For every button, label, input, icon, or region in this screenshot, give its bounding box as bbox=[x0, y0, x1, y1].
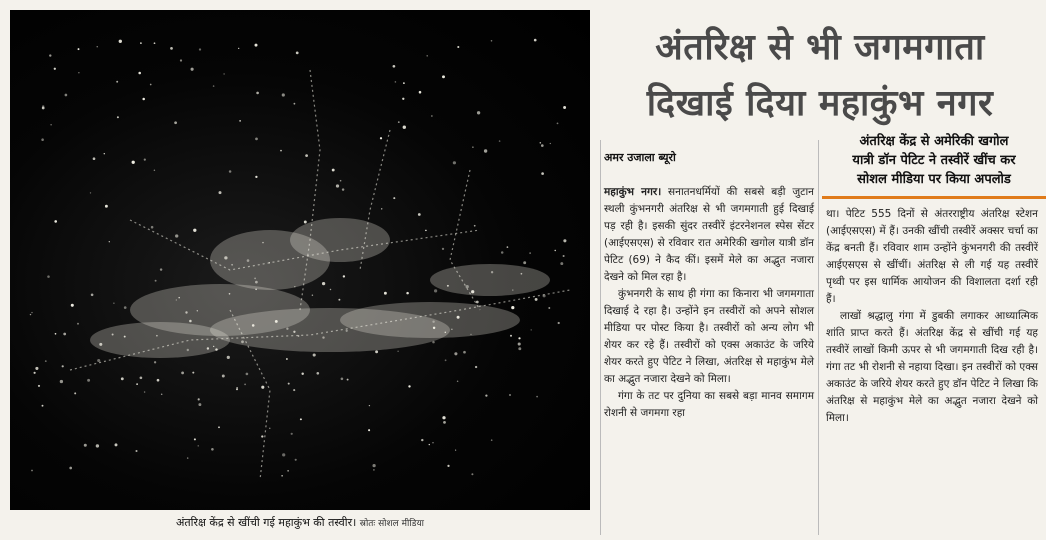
light-dot bbox=[346, 330, 348, 332]
light-dot bbox=[45, 360, 47, 362]
light-dot bbox=[298, 335, 300, 337]
light-dot bbox=[287, 470, 288, 471]
light-dot bbox=[408, 385, 410, 387]
light-dot bbox=[157, 379, 160, 382]
light-dot bbox=[170, 47, 173, 50]
light-dot bbox=[510, 335, 512, 337]
light-dot bbox=[154, 361, 156, 363]
light-dot bbox=[455, 450, 456, 451]
light-dot bbox=[189, 320, 192, 323]
light-dot bbox=[35, 367, 38, 370]
light-dot bbox=[74, 392, 76, 394]
light-dot bbox=[501, 251, 504, 254]
light-dot bbox=[475, 366, 477, 368]
light-dot bbox=[193, 229, 196, 232]
light-dot bbox=[198, 398, 200, 400]
light-dot bbox=[472, 146, 474, 148]
light-dot bbox=[255, 44, 258, 47]
light-dot bbox=[121, 377, 124, 380]
article-paragraph: लाखों श्रद्धालु गंगा में डुबकी लगाकर आध्यात्मिक शांति प्राप्त करते हैं। अंतरिक्ष केंद्र से खींची गई यह तस्वीरें लाखों किमी ऊपर से भी जगमगाती दिख रही है। गंगा तट भी रोशनी से नहाया दिखा। इन तस्वीरों को एक्स अकाउंट के जरिये शेयर करते हुए डॉन पेटिट ने लिखा कि अंतरिक्ष से महाकुंभ मेले का अद्भुत नजारा देखने को मिला। bbox=[826, 310, 1038, 424]
light-dot bbox=[223, 73, 224, 74]
light-dot bbox=[140, 42, 142, 44]
light-dot bbox=[174, 121, 177, 124]
light-dot bbox=[71, 304, 74, 307]
light-dot bbox=[541, 172, 544, 175]
light-dot bbox=[91, 293, 94, 296]
light-dot bbox=[281, 475, 283, 477]
subhead-underline bbox=[822, 196, 1046, 199]
light-dot bbox=[65, 94, 68, 97]
light-dot bbox=[255, 289, 257, 291]
light-dot bbox=[112, 334, 114, 336]
light-dot bbox=[198, 445, 199, 446]
light-dot bbox=[291, 433, 293, 435]
satellite-night-photo bbox=[10, 10, 590, 510]
light-dot bbox=[342, 188, 344, 190]
light-dot bbox=[187, 457, 188, 458]
light-dot bbox=[54, 220, 57, 223]
light-dot bbox=[269, 428, 270, 429]
light-dot bbox=[301, 373, 303, 375]
light-dot bbox=[150, 84, 152, 86]
light-dot bbox=[54, 68, 56, 70]
light-dot bbox=[563, 106, 566, 109]
light-dot bbox=[238, 48, 239, 49]
light-dot bbox=[313, 353, 316, 356]
light-dot bbox=[175, 234, 178, 237]
light-dot bbox=[393, 65, 396, 68]
paragraph-text: सनातनधर्मियों की सबसे बड़ी जुटान स्थली कुंभनगरी अंतरिक्ष से भी जगमगाती हुई दिखाई पड़ रही है। इसकी सुंदर तस्वीरें इंटरनेशनल स्पेस सेंटर (आईएसएस) से रविवार रात अमेरिकी खगोल यात्री डॉन पेटिट (69) ने कैद कीं। इसमें मेले का अद्भुत नजारा देखने को मिल रहा है। bbox=[604, 186, 814, 283]
light-dot bbox=[161, 394, 163, 396]
light-dot bbox=[55, 333, 57, 335]
light-dot bbox=[116, 81, 118, 83]
light-dot bbox=[563, 239, 566, 242]
light-dot bbox=[90, 192, 91, 193]
light-dot bbox=[115, 443, 118, 446]
light-dot bbox=[491, 271, 493, 273]
light-dot bbox=[31, 312, 32, 313]
light-dot bbox=[432, 442, 433, 443]
light-dot bbox=[373, 469, 375, 471]
light-glow bbox=[430, 264, 550, 296]
light-dot bbox=[62, 365, 64, 367]
light-dot bbox=[199, 48, 201, 50]
light-dot bbox=[282, 453, 285, 456]
light-dot bbox=[63, 333, 66, 336]
light-dot bbox=[548, 307, 550, 309]
light-dot bbox=[429, 444, 430, 445]
light-dot bbox=[369, 405, 370, 406]
light-dot bbox=[178, 297, 180, 299]
light-dot bbox=[236, 389, 238, 391]
light-dot bbox=[560, 262, 563, 265]
light-dot bbox=[347, 379, 349, 381]
light-dot bbox=[511, 306, 514, 309]
light-dot bbox=[523, 261, 526, 264]
light-dot bbox=[138, 72, 141, 75]
light-dot bbox=[231, 264, 233, 266]
light-dot bbox=[60, 380, 63, 383]
light-dot bbox=[442, 75, 445, 78]
light-dot bbox=[140, 376, 143, 379]
light-dot bbox=[142, 98, 145, 101]
light-dot bbox=[97, 46, 98, 47]
light-dot bbox=[77, 323, 79, 325]
light-dot bbox=[341, 378, 344, 381]
column-divider-left bbox=[600, 140, 601, 535]
light-dot bbox=[261, 435, 263, 437]
light-dot bbox=[543, 294, 546, 297]
light-dot bbox=[42, 405, 44, 407]
light-dot bbox=[457, 316, 460, 319]
light-dot bbox=[198, 403, 201, 406]
light-dot bbox=[124, 336, 126, 338]
city-lights-illustration bbox=[10, 10, 590, 510]
light-dot bbox=[255, 138, 258, 141]
light-dot bbox=[447, 465, 449, 467]
light-dot bbox=[336, 184, 339, 187]
caption-source: स्रोतः सोशल मीडिया bbox=[359, 519, 425, 529]
light-dot bbox=[49, 54, 51, 56]
light-dot bbox=[457, 381, 459, 383]
light-dot bbox=[124, 306, 127, 309]
light-dot bbox=[192, 372, 194, 374]
light-dot bbox=[397, 351, 398, 352]
light-dot bbox=[447, 285, 449, 287]
light-glow bbox=[90, 322, 230, 358]
light-dot bbox=[154, 42, 156, 44]
light-dot bbox=[241, 340, 244, 343]
light-dot bbox=[398, 121, 400, 123]
light-dot bbox=[105, 205, 108, 208]
light-dot bbox=[518, 337, 520, 339]
light-dot bbox=[50, 124, 51, 125]
light-dot bbox=[229, 170, 232, 173]
light-dot bbox=[393, 197, 395, 199]
light-dot bbox=[384, 292, 387, 295]
article-column-left bbox=[604, 184, 814, 534]
light-dot bbox=[471, 473, 473, 475]
headline-line-2: दिखाई दिया महाकुंभ नगर bbox=[646, 83, 994, 124]
light-dot bbox=[491, 439, 493, 441]
light-dot bbox=[275, 320, 278, 323]
light-dot bbox=[403, 126, 406, 129]
subhead-line-1: अंतरिक्ष केंद्र से अमेरिकी खगोल bbox=[859, 134, 1009, 149]
light-dot bbox=[181, 372, 184, 375]
light-dot bbox=[340, 180, 342, 182]
light-dot bbox=[104, 153, 105, 154]
light-dot bbox=[471, 290, 474, 293]
light-dot bbox=[518, 342, 521, 345]
light-dot bbox=[521, 273, 523, 275]
light-dot bbox=[117, 116, 119, 118]
light-dot bbox=[402, 98, 404, 100]
light-dot bbox=[316, 372, 319, 375]
light-dot bbox=[132, 161, 135, 164]
light-dot bbox=[305, 154, 308, 157]
light-glow bbox=[340, 302, 520, 338]
light-dot bbox=[484, 149, 487, 152]
light-dot bbox=[380, 137, 382, 139]
light-dot bbox=[295, 459, 297, 461]
article-column-right bbox=[826, 206, 1038, 532]
light-dot bbox=[536, 396, 538, 398]
light-dot bbox=[42, 105, 44, 107]
light-dot bbox=[442, 416, 445, 419]
light-dot bbox=[499, 140, 501, 142]
light-dot bbox=[219, 191, 222, 194]
light-dot bbox=[518, 347, 521, 350]
light-dot bbox=[262, 242, 263, 243]
light-dot bbox=[69, 467, 72, 470]
light-dot bbox=[38, 385, 40, 387]
light-dot bbox=[96, 444, 99, 447]
light-dot bbox=[476, 301, 479, 304]
light-dot bbox=[457, 46, 459, 48]
light-dot bbox=[375, 350, 378, 353]
light-dot bbox=[197, 310, 198, 311]
light-dot bbox=[507, 246, 509, 248]
article-paragraph: गंगा के तट पर दुनिया का सबसे बड़ा मानव समागम रोशनी से जगमगा रहा bbox=[604, 390, 814, 419]
light-dot bbox=[41, 138, 44, 141]
light-dot bbox=[282, 93, 285, 96]
light-dot bbox=[87, 379, 90, 382]
light-dot bbox=[466, 285, 469, 288]
light-dot bbox=[99, 343, 102, 346]
light-dot bbox=[474, 225, 476, 227]
light-dot bbox=[47, 275, 50, 278]
light-dot bbox=[529, 252, 530, 253]
light-dot bbox=[136, 383, 138, 385]
light-dot bbox=[30, 314, 31, 315]
light-dot bbox=[558, 322, 560, 324]
subheadline bbox=[822, 132, 1046, 189]
light-dot bbox=[463, 351, 466, 354]
light-dot bbox=[135, 450, 137, 452]
article-paragraph bbox=[604, 184, 814, 286]
dateline: महाकुंभ नगर। bbox=[604, 186, 662, 198]
light-dot bbox=[434, 289, 437, 292]
light-dot bbox=[454, 352, 457, 355]
light-dot bbox=[300, 418, 302, 420]
light-dot bbox=[255, 176, 257, 178]
light-dot bbox=[78, 48, 80, 50]
light-dot bbox=[485, 394, 487, 396]
light-dot bbox=[421, 439, 423, 441]
light-dot bbox=[432, 341, 435, 344]
light-dot bbox=[154, 170, 156, 172]
article-paragraph: था। पेटिट 555 दिनों से अंतरराष्ट्रीय अंतरिक्ष स्टेशन (आईएसएस) में हैं। उनकी खींची तस्वीरें अक्सर चर्चा का केंद्र बनती हैं। रविवार शाम उन्होंने कुंभनगरी की तस्वीरें आईएसएस से खींचीं। अंतरिक्ष से ली गई यह तस्वीरें पृथ्वी पर इस धार्मिक आयोजन की विशालता दर्शा रही हैं। bbox=[826, 208, 1038, 305]
light-dot bbox=[252, 324, 255, 327]
light-dot bbox=[261, 386, 264, 389]
light-dot bbox=[332, 169, 335, 172]
light-dot bbox=[119, 40, 122, 43]
light-dot bbox=[368, 429, 370, 431]
light-dot bbox=[293, 389, 295, 391]
light-dot bbox=[433, 327, 435, 329]
light-dot bbox=[557, 123, 559, 125]
light-dot bbox=[509, 394, 511, 396]
light-dot bbox=[239, 120, 241, 122]
light-dot bbox=[418, 213, 421, 216]
light-dot bbox=[113, 302, 114, 303]
light-dot bbox=[156, 335, 158, 337]
light-dot bbox=[470, 334, 471, 335]
light-dot bbox=[322, 336, 324, 338]
light-dot bbox=[185, 311, 187, 313]
headline bbox=[600, 20, 1040, 132]
light-dot bbox=[312, 295, 313, 296]
light-dot bbox=[93, 157, 96, 160]
light-dot bbox=[236, 387, 238, 389]
light-dot bbox=[477, 111, 480, 114]
light-glow bbox=[290, 218, 390, 262]
light-dot bbox=[372, 464, 375, 467]
light-dot bbox=[78, 72, 79, 73]
caption-text: अंतरिक्ष केंद्र से खींची गई महाकुंभ की तस्वीर। bbox=[175, 516, 357, 529]
light-dot bbox=[84, 444, 87, 447]
light-dot bbox=[343, 275, 345, 277]
light-dot bbox=[294, 286, 295, 287]
light-dot bbox=[293, 331, 295, 333]
column-divider-mid bbox=[818, 140, 819, 535]
light-dot bbox=[294, 103, 296, 105]
light-dot bbox=[160, 268, 162, 270]
light-dot bbox=[451, 329, 452, 330]
light-dot bbox=[541, 144, 544, 147]
photo-caption bbox=[10, 510, 590, 536]
light-dot bbox=[109, 241, 110, 242]
light-dot bbox=[445, 332, 446, 333]
light-dot bbox=[512, 289, 513, 290]
light-dot bbox=[304, 221, 307, 224]
light-dot bbox=[255, 281, 258, 284]
light-dot bbox=[213, 346, 214, 347]
light-dot bbox=[322, 282, 325, 285]
light-dot bbox=[222, 375, 225, 378]
light-dot bbox=[211, 448, 214, 451]
light-dot bbox=[176, 299, 177, 300]
byline: अमर उजाला ब्यूरो bbox=[604, 151, 676, 164]
light-dot bbox=[406, 292, 409, 295]
light-dot bbox=[218, 426, 220, 428]
light-dot bbox=[425, 230, 427, 232]
light-dot bbox=[213, 85, 215, 87]
light-dot bbox=[431, 115, 432, 116]
light-dot bbox=[151, 226, 154, 229]
light-dot bbox=[97, 359, 100, 362]
light-dot bbox=[227, 356, 230, 359]
light-dot bbox=[144, 159, 146, 161]
light-dot bbox=[403, 82, 405, 84]
light-dot bbox=[269, 262, 270, 263]
light-dot bbox=[442, 248, 444, 250]
light-dot bbox=[288, 383, 290, 385]
light-dot bbox=[535, 298, 538, 301]
light-dot bbox=[531, 329, 532, 330]
light-dot bbox=[280, 150, 282, 152]
light-dot bbox=[247, 259, 250, 262]
light-dot bbox=[443, 421, 446, 424]
light-dot bbox=[144, 391, 146, 393]
light-dot bbox=[534, 39, 537, 42]
light-dot bbox=[453, 161, 456, 164]
light-dot bbox=[419, 91, 422, 94]
headline-line-1: अंतरिक्ष से भी जगमगाता bbox=[655, 27, 985, 68]
light-dot bbox=[445, 359, 447, 361]
light-dot bbox=[286, 328, 288, 330]
light-dot bbox=[34, 372, 36, 374]
light-dot bbox=[555, 250, 556, 251]
light-dot bbox=[286, 358, 288, 360]
light-dot bbox=[432, 320, 434, 322]
light-dot bbox=[296, 52, 299, 55]
subhead-line-3: सोशल मीडिया पर किया अपलोड bbox=[857, 172, 1011, 187]
light-dot bbox=[224, 256, 227, 259]
light-dot bbox=[215, 348, 217, 350]
light-dot bbox=[395, 81, 397, 83]
light-dot bbox=[194, 438, 196, 440]
light-dot bbox=[180, 59, 182, 61]
light-dot bbox=[191, 68, 194, 71]
light-dot bbox=[563, 255, 565, 257]
article-paragraph: कुंभनगरी के साथ ही गंगा का किनारा भी जगमगाता दिखाई दे रहा है। उन्होंने इन तस्वीरों को अपने सोशल मीडिया पर पोस्ट किया है। तस्वीरों को अन्य लोग भी शेयर कर रहे हैं। तस्वीरों को एक्स अकाउंट के जरिये शेयर करते हुए पेटिट ने लिखा, अंतरिक्ष से महाकुंभ मेले का अद्भुत नजारा देखने को मिला। bbox=[604, 288, 814, 385]
light-dot bbox=[244, 384, 246, 386]
light-dot bbox=[330, 289, 331, 290]
light-dot bbox=[256, 92, 259, 95]
light-dot bbox=[540, 142, 542, 144]
light-dot bbox=[338, 299, 340, 301]
light-dot bbox=[187, 349, 189, 351]
light-dot bbox=[550, 143, 551, 144]
light-dot bbox=[155, 280, 157, 282]
light-dot bbox=[207, 347, 209, 349]
light-dot bbox=[246, 373, 249, 376]
light-dot bbox=[229, 293, 231, 295]
light-dot bbox=[426, 55, 427, 56]
light-dot bbox=[381, 208, 382, 209]
light-dot bbox=[31, 470, 33, 472]
light-dot bbox=[491, 40, 493, 42]
subhead-line-2: यात्री डॉन पेटिट ने तस्वीरें खींच कर bbox=[852, 153, 1016, 168]
light-dot bbox=[254, 278, 256, 280]
